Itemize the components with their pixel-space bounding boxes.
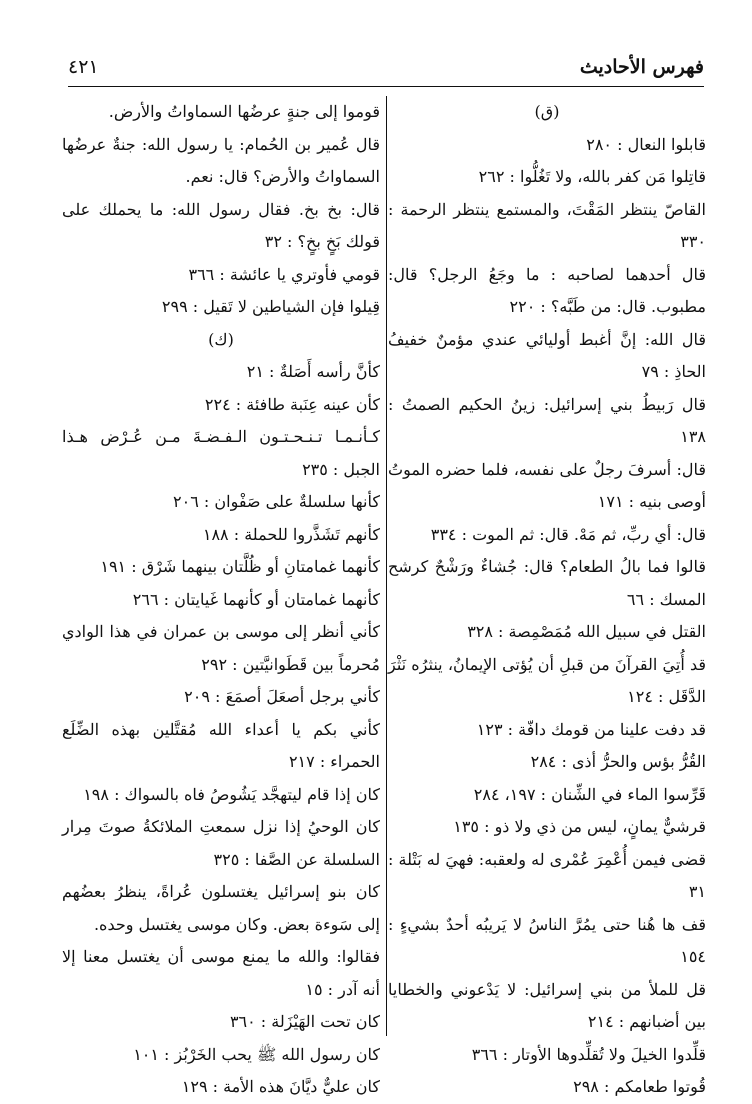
hadith-entry: كأنَّ رأسه أَصَلةٌ : ٢١ bbox=[246, 362, 380, 381]
hadith-entry: قَرِّسوا الماء في الشِّنان : ١٩٧، ٢٨٤ bbox=[473, 784, 706, 804]
hadith-entry: القُرُّ بؤس والحرُّ أذى : ٢٨٤ bbox=[530, 752, 706, 771]
running-title: فهرس الأحاديث bbox=[579, 56, 704, 78]
hadith-entry: قلِّدوا الخيلَ ولا تُقلِّدوها الأوتار : ٣٦٦ bbox=[471, 1044, 706, 1064]
section-heading-qaf: (ق) bbox=[534, 102, 560, 121]
hadith-entry: قالوا فما بالُ الطعام؟ قال: جُشاءٌ ورَشْحٌ كرشح المسك : ٦٦ bbox=[388, 557, 706, 609]
hadith-entry: قال: أسرفَ رجلٌ على نفسه، فلما حضره الموتُ أوصى بنيه : ١٧١ bbox=[388, 459, 706, 511]
hadith-entry: كأني بكم يا أعداء الله مُقتَّلين بهذه الضِّلَع الحمراء : ٢١٧ bbox=[62, 719, 380, 771]
hadith-entry: قال رَبيطُ بني إسرائيل: زينُ الحكيم الصمتُ : ١٣٨ bbox=[388, 394, 706, 446]
hadith-entry: قوموا إلى جنةٍ عرضُها السماواتُ والأرض. bbox=[108, 102, 380, 121]
hadith-entry: كـأنـمـا تـنـحـتـون الـفـضـةَ مـن عُـرْض هـذا الجبل : ٢٣٥ bbox=[62, 427, 380, 479]
hadith-entry: كأنهما غمامتانِ أو ظُلَّتان بينهما شَرْق : ١٩١ bbox=[100, 557, 380, 576]
hadith-entry: كأني برجل أصعَلَ أصمَعَ : ٢٠٩ bbox=[184, 687, 380, 706]
hadith-entry: كأنهم تَشَذَّروا للحملة : ١٨٨ bbox=[202, 524, 380, 544]
hadith-entry: كأني أنظر إلى موسى بن عمران في هذا الوادي مُحرماً بين قَطَوانيَّتين : ٢٩٢ bbox=[62, 622, 380, 674]
hadith-entry: قد أُتِيَ القرآنَ من قبلِ أن يُؤتى الإيمانُ، ينثرُه نَثْرَ الدَّقَل : ١٢٤ bbox=[388, 654, 706, 706]
page-header bbox=[68, 50, 704, 87]
hadith-entry: قُوتوا طعامكم : ٢٩٨ bbox=[573, 1077, 706, 1096]
hadith-entry: كان رسول الله ﷺ يحب الخَرْبُز : ١٠١ bbox=[133, 1044, 380, 1064]
hadith-entry: قضى فيمن أُعْمِرَ عُمْرى له ولعقبه: فهيَ له بَتْلة : ٣١ bbox=[388, 849, 706, 901]
hadith-entry: قِيلوا فإن الشياطين لا تَقيل : ٢٩٩ bbox=[161, 297, 380, 316]
hadith-entry: قد دفت علينا من قومك دافّة : ١٢٣ bbox=[476, 719, 706, 739]
hadith-entry: قل للملأ من بني إسرائيل: لا يَدْعوني والخطايا بين أضبانهم : ٢١٤ bbox=[388, 979, 706, 1031]
hadith-entry: كان إذا قام ليتهجَّد يَشُوصُ فاه بالسواك : ١٩٨ bbox=[83, 784, 380, 804]
section-heading-kaf: (ك) bbox=[208, 329, 234, 349]
hadith-entry: القتل في سبيل الله مُمَصْمِصة : ٣٢٨ bbox=[467, 622, 706, 641]
hadith-entry: قرشيٌّ يمانٍ، ليس من ذي ولا ذو : ١٣٥ bbox=[453, 817, 706, 836]
hadith-entry: قف ها هُنا حتى يمُرَّ الناسُ لا يَريبُه أحدٌ بشيءٍ : ١٥٤ bbox=[388, 914, 706, 966]
hadith-entry: قال: بخ بخ. فقال رسول الله: ما يحملك على قولك بَخٍ بخٍ؟ : ٣٢ bbox=[62, 199, 380, 251]
hadith-entry: قومي فأوتري يا عائشة : ٣٦٦ bbox=[188, 264, 380, 284]
hadith-entry: فقالوا: والله ما يمنع موسى أن يغتسل معنا إلا أنه آدر : ١٥ bbox=[62, 947, 380, 999]
hadith-entry: قاتِلوا مَن كفر بالله، ولا تَغُلُّوا : ٢٦٢ bbox=[478, 167, 706, 186]
hadith-entry: قال الله: إنَّ أغبط أوليائي عندي مؤمنٌ خفيفُ الحاذِ : ٧٩ bbox=[388, 329, 706, 381]
hadith-entry: كان تحت الهَيْزَلة : ٣٦٠ bbox=[229, 1012, 380, 1031]
right-column bbox=[388, 96, 706, 1104]
left-column bbox=[62, 96, 380, 1104]
column-divider bbox=[386, 96, 387, 1036]
hadith-entry: كان الوحيُ إذا نزل سمعتِ الملائكةُ صوتَ مِرار السلسلة عن الصَّفا : ٣٢٥ bbox=[62, 817, 380, 869]
hadith-entry: كأنهما غمامتان أو كأنهما غَيايتان : ٢٦٦ bbox=[132, 589, 380, 609]
hadith-entry: قال أحدهما لصاحبه : ما وجَعُ الرجل؟ قال: مطبوب. قال: من طَبَّه؟ : ٢٢٠ bbox=[388, 264, 706, 316]
page-number: ٤٢١ bbox=[68, 56, 99, 78]
hadith-entry: قال: أي ربِّ، ثم مَهْ. قال: ثم الموت : ٣٣٤ bbox=[430, 524, 706, 544]
hadith-entry: كان بنو إسرائيل يغتسلون عُراةً، ينظرُ بعضُهم إلى سَوءة بعض. وكان موسى يغتسل وحده. bbox=[62, 882, 380, 934]
hadith-entry: قال عُمير بن الحُمام: يا رسول الله: جنةٌ عرضُها السماواتُ والأرض؟ قال: نعم. bbox=[62, 134, 380, 186]
hadith-entry: كأنها سلسلةٌ على صَفْوان : ٢٠٦ bbox=[173, 492, 380, 511]
hadith-entry: القاصّ ينتظر المَقْتَ، والمستمع ينتظر الرحمة : ٣٣٠ bbox=[388, 199, 706, 251]
hadith-entry: كان عليٌّ ديَّانَ هذه الأمة : ١٢٩ bbox=[181, 1077, 380, 1096]
hadith-entry: قابلوا النعال : ٢٨٠ bbox=[586, 134, 706, 154]
hadith-entry: كأن عينه عِنَبة طافئة : ٢٢٤ bbox=[204, 394, 380, 414]
